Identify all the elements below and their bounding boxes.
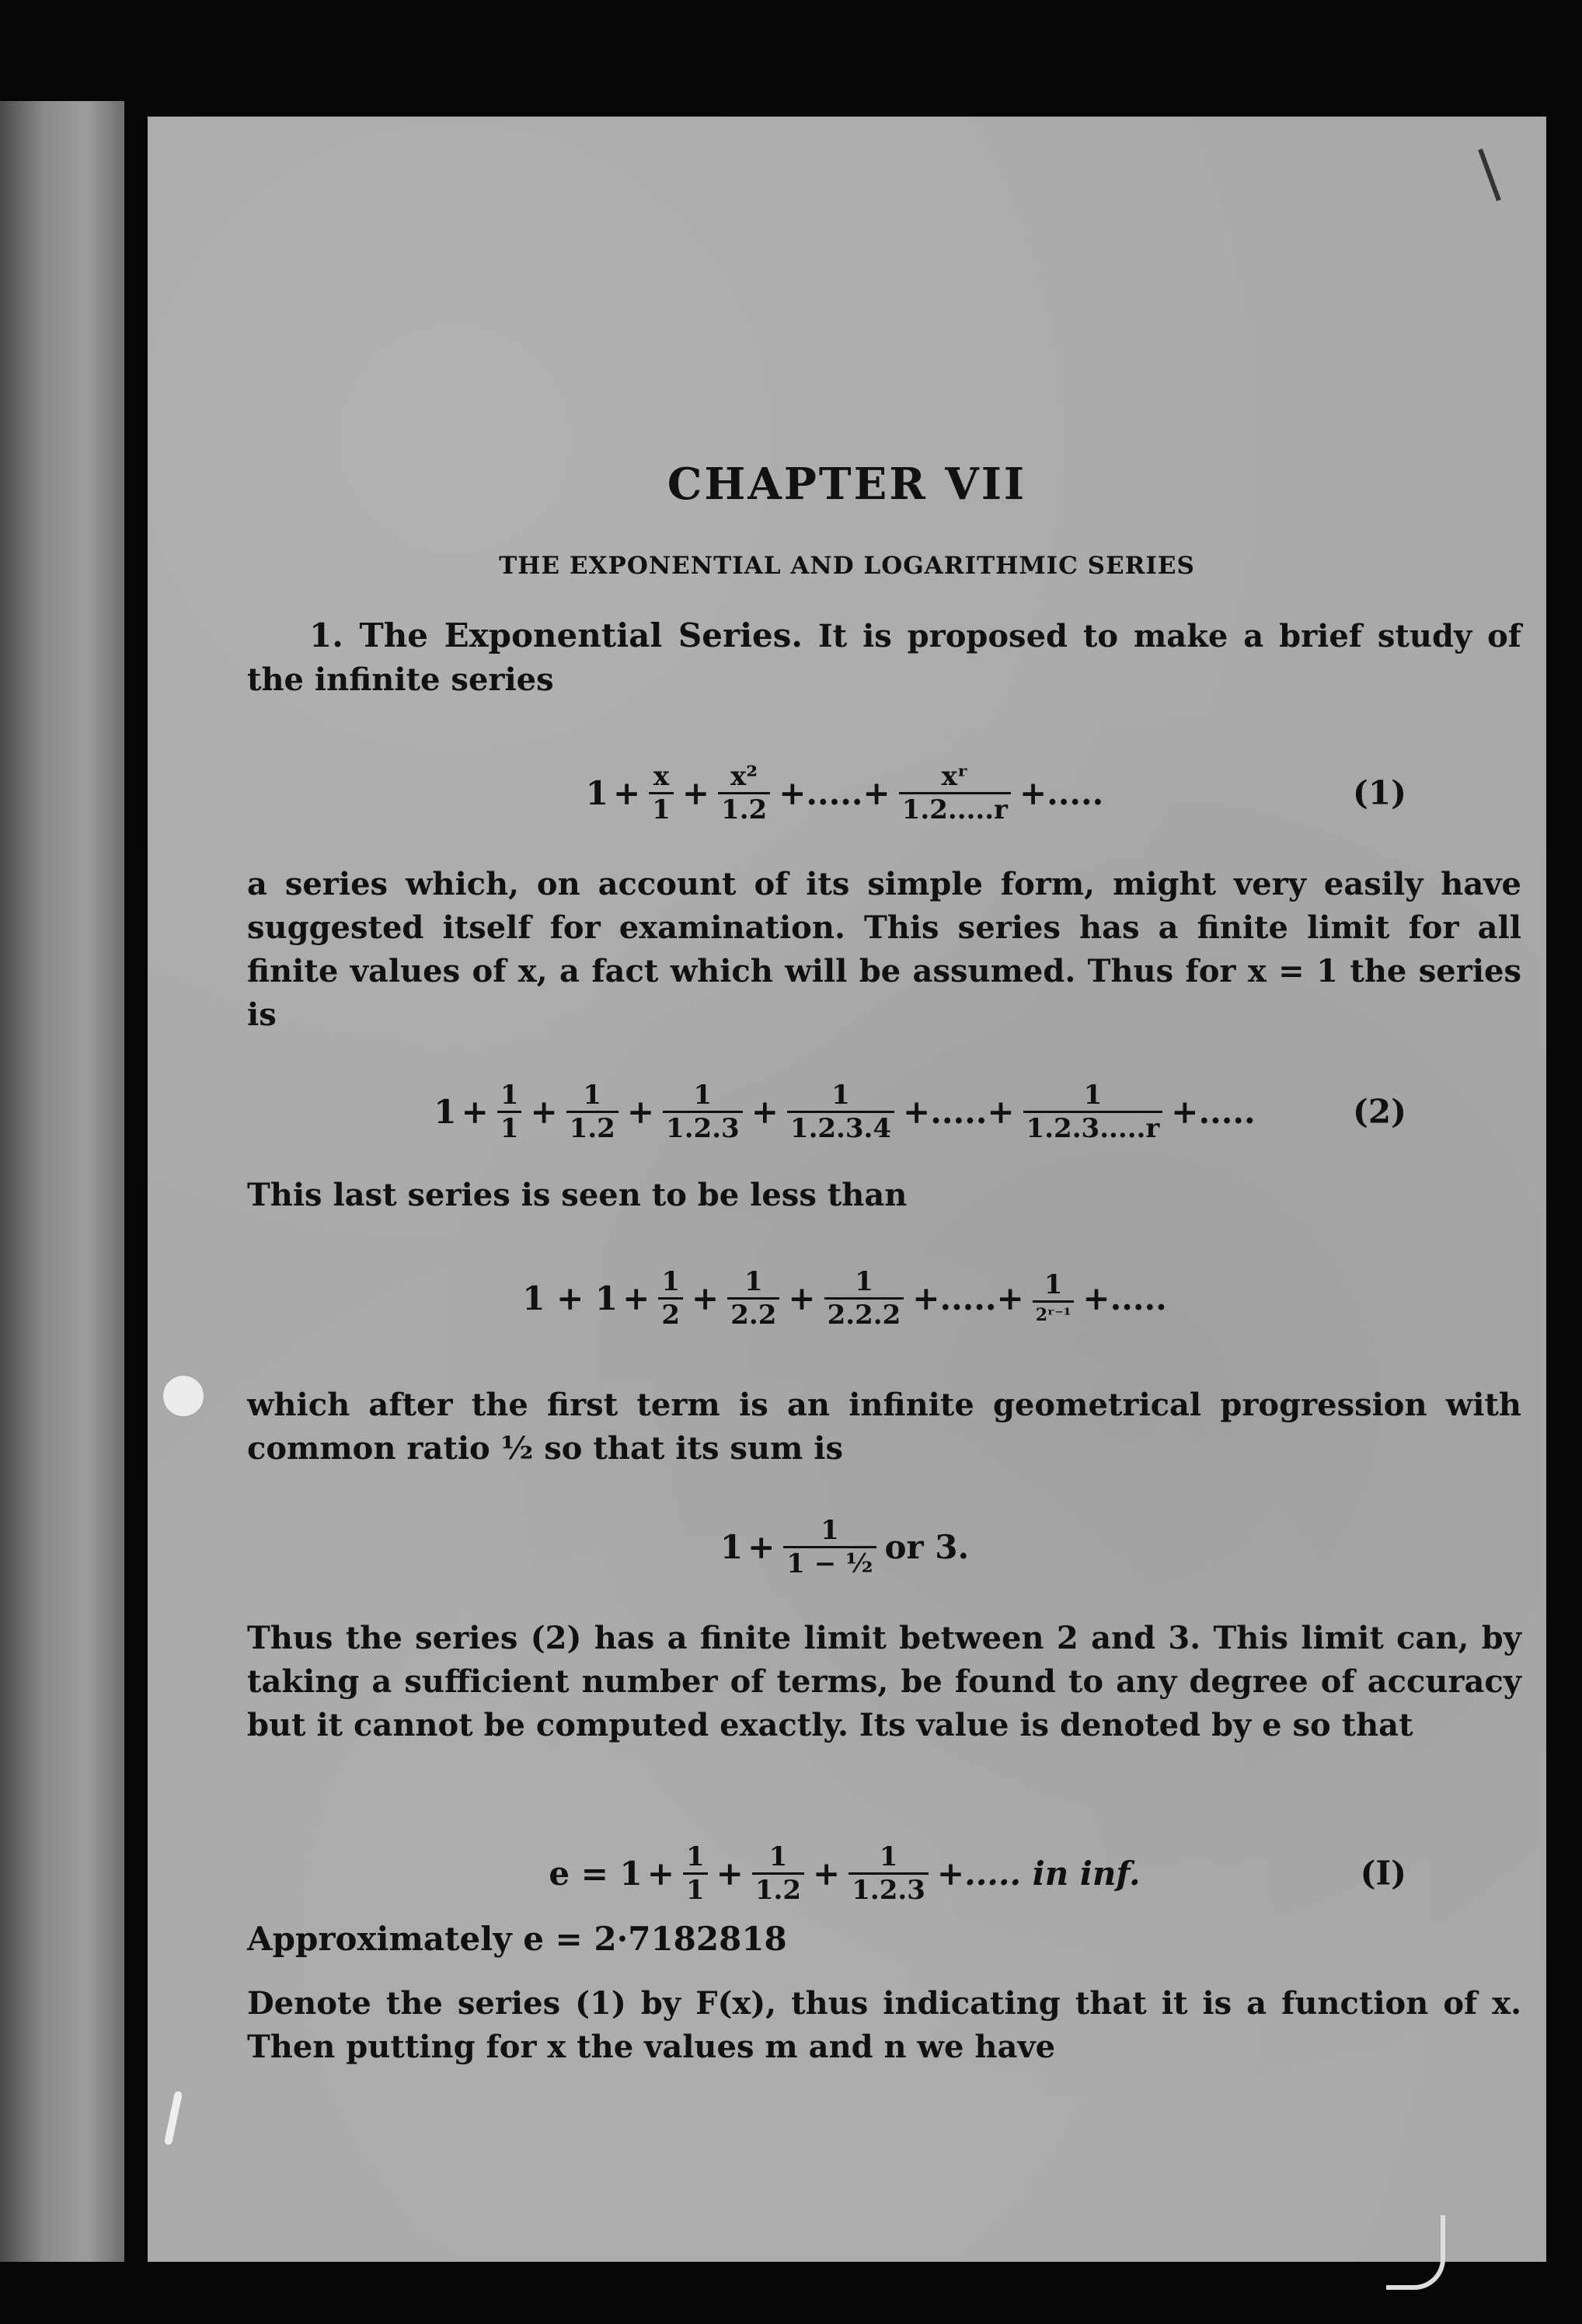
scan-mark	[1478, 148, 1501, 201]
equation-1: 1 + $\frac{x}{1}$ + $\frac{\text{x²}}{1.2}$ +.....+ $\frac{\text{xʳ}}{1.2.....r}$ +..... (1)	[585, 760, 1406, 825]
paragraph: a series which, on account of its simple form, might very easily have suggested itself for examination. This series has a finite limit for all finite values of x, a fact which will be assumed. Thus for x = 1 the series is	[247, 866, 1521, 1033]
chapter-title: CHAPTER VII	[667, 459, 1027, 510]
equation-3: 1 + 1 + $\frac{1}{2}$ + $\frac{1}{2.2}$ + $\frac{1}{2.2.2}$ +.....+ $\frac{1}{\text{2ʳ⁻¹}}$ +.....	[522, 1265, 1167, 1331]
fraction: $\frac{1}{1.2.3.4}$	[787, 1080, 894, 1144]
equation-number: (1)	[1353, 773, 1406, 812]
fraction: $\frac{1}{1}$	[497, 1080, 522, 1144]
paragraph: Thus the series (2) has a finite limit between 2 and 3. This limit can, by taking a sufficient number of terms, be found to any degree of accuracy but it cannot be computed exactly. Its value is denoted by e so that	[247, 1620, 1521, 1743]
paragraph-intro	[247, 614, 1521, 702]
book-gutter	[124, 93, 148, 2277]
fraction: $\frac{\text{x²}}{1.2}$	[718, 761, 770, 825]
fraction: $\frac{1}{\text{2ʳ⁻¹}}$	[1033, 1269, 1075, 1328]
fraction: $\frac{\text{xʳ}}{1.2.....r}$	[899, 761, 1011, 825]
scan-mark	[164, 2091, 183, 2146]
fraction: $\frac{1}{1.2.3.....r}$	[1023, 1080, 1163, 1144]
paragraph-text: It is proposed to make a brief study of the infinite series	[247, 618, 1521, 698]
paper-spot	[163, 1376, 204, 1416]
fraction: $\frac{1}{1}$	[683, 1841, 708, 1906]
equation-e: e = 1 + $\frac{1}{1}$ + $\frac{1}{1.2}$ + $\frac{1}{1.2.3}$ +..... in inf. (I)	[549, 1841, 1406, 1906]
section-heading: 1. The Exponential Series.	[309, 616, 803, 654]
fraction: $\frac{1}{2.2.2}$	[824, 1266, 904, 1331]
equation-number: (2)	[1353, 1092, 1406, 1131]
adjacent-page-edge	[0, 101, 124, 2262]
scan-mark	[1386, 2215, 1445, 2290]
approximation-line: Approximately e = 2·7182818	[247, 1920, 787, 1958]
fraction: $\frac{x}{1}$	[649, 761, 674, 825]
fraction: $\frac{1}{1.2}$	[752, 1841, 804, 1906]
paragraph: Denote the series (1) by F(x), thus indicating that it is a function of x. Then putting for x the values m and n we have	[247, 1985, 1521, 2065]
equation-2: 1 + $\frac{1}{1}$ + $\frac{1}{1.2}$ + $\frac{1}{1.2.3}$ + $\frac{1}{1.2.3.4}$ +.....+ $\frac{1}{1.2.3.....r}$ +..... (2)	[434, 1079, 1406, 1144]
fraction: $\frac{1}{2.2}$	[727, 1266, 779, 1331]
fraction: $\frac{1}{\text{1 − ½}}$	[783, 1515, 876, 1579]
fraction: $\frac{1}{1.2.3}$	[848, 1841, 929, 1906]
chapter-subtitle: THE EXPONENTIAL AND LOGARITHMIC SERIES	[499, 552, 1195, 580]
fraction: $\frac{1}{1.2}$	[566, 1080, 619, 1144]
fraction: $\frac{1}{2}$	[658, 1266, 683, 1331]
paragraph: which after the first term is an infinite geometrical progression with common ratio ½ so that its sum is	[247, 1387, 1521, 1467]
equation-4: 1 + $\frac{1}{\text{1 − ½}}$ or 3.	[720, 1514, 970, 1579]
fraction: $\frac{1}{1.2.3}$	[663, 1080, 743, 1144]
paragraph: This last series is seen to be less than	[247, 1177, 908, 1213]
book-page	[148, 117, 1546, 2262]
equation-number: (I)	[1360, 1854, 1406, 1893]
